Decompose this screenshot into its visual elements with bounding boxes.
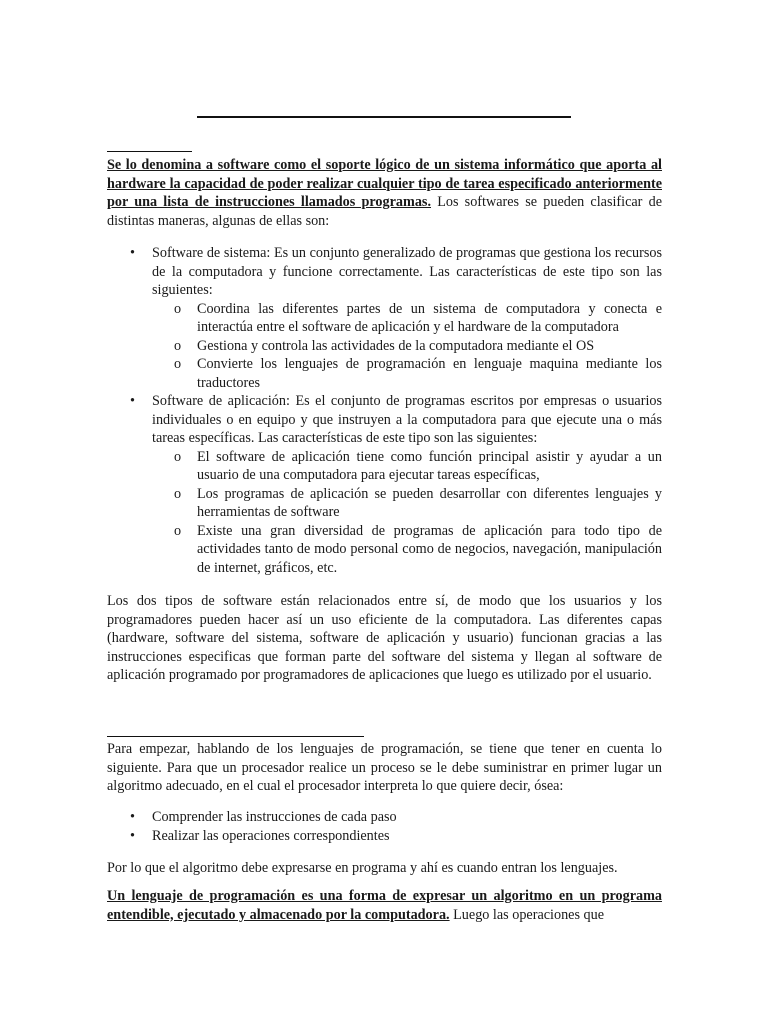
- sub-list-item: [152, 448, 662, 485]
- sub-list-item-text: Convierte los lenguajes de programación en lenguaje maquina mediante los traductores: [197, 356, 662, 391]
- sub-list-item-text: El software de aplicación tiene como función principal asistir y ayudar a un usuario de una computadora para ejecutar tareas específicas,: [197, 448, 662, 483]
- bullet-icon: •: [130, 245, 135, 261]
- bullet-icon: •: [130, 809, 135, 825]
- circle-bullet-icon: o: [174, 337, 182, 354]
- list-item: [107, 244, 662, 392]
- bullet-icon: •: [130, 393, 135, 409]
- list-item-text: Comprender las instrucciones de cada paso: [152, 809, 397, 825]
- section-heading-underline: [107, 736, 364, 737]
- sub-list-item: [152, 300, 662, 337]
- circle-bullet-icon: o: [174, 300, 182, 317]
- sub-list-item-text: Gestiona y controla las actividades de la computadora mediante el OS: [197, 337, 595, 354]
- language-definition-rest: Luego las operaciones que: [449, 906, 605, 923]
- section-heading-underline: [107, 151, 192, 152]
- circle-bullet-icon: o: [174, 522, 182, 539]
- sub-list-item: [152, 485, 662, 522]
- intro-paragraph: [107, 156, 662, 230]
- list-item-text: Software de aplicación: Es el conjunto de programas escritos por empresas o usuarios individuales o en equipo y que instruyen a la computadora para que ejecute una o más tareas específicas. Las características de este tipo son las siguientes:: [152, 393, 662, 446]
- sub-list-item: [152, 337, 662, 356]
- circle-bullet-icon: o: [174, 485, 182, 502]
- sub-list-item-text: Coordina las diferentes partes de un sistema de computadora y conecta e interactúa entre el software de aplicación y el hardware de la computadora: [197, 300, 662, 335]
- sub-list-item-text: Existe una gran diversidad de programas de aplicación para todo tipo de actividades tanto de modo personal como de negocios, navegación, manipulación de internet, gráficos, etc.: [197, 522, 662, 576]
- language-definition-paragraph: [107, 887, 662, 924]
- title-underline: [197, 116, 571, 118]
- intro-definition: Se lo denomina a software como el soporte lógico de un sistema informático que aporta al hardware la capacidad de poder realizar cualquier tipo de tarea especificado anteriormente por una lista de instrucciones llamados programas.: [107, 157, 662, 210]
- circle-bullet-icon: o: [174, 356, 182, 372]
- sub-list-item-text: Los programas de aplicación se pueden desarrollar con diferentes lenguajes y herramientas de software: [197, 485, 662, 520]
- list-item: [107, 392, 662, 577]
- circle-bullet-icon: o: [174, 448, 182, 465]
- list-item: [107, 808, 662, 827]
- intro-rest: Los softwares se pueden clasificar de distintas maneras, algunas de ellas son:: [107, 194, 662, 229]
- bullet-icon: •: [130, 827, 135, 844]
- processor-steps-list: [107, 808, 662, 845]
- list-item: [107, 827, 662, 846]
- sub-list-item: [152, 355, 662, 392]
- sub-list: [152, 448, 662, 578]
- sub-list: [152, 300, 662, 393]
- relation-paragraph: Los dos tipos de software están relacionados entre sí, de modo que los usuarios y los programadores pueden hacer así un uso eficiente de la computadora. Las diferentes capas (hardware, software del sistema, software de aplicación y usuario) funcionan gracias a las instrucciones especificas que forman parte del software del sistema y llegan al software de aplicación programado por programadores de aplicaciones que luego es utilizado por el usuario.: [107, 593, 662, 683]
- languages-intro-paragraph: Para empezar, hablando de los lenguajes de programación, se tiene que tener en cuenta lo siguiente. Para que un procesador realice un proceso se le debe suministrar en primer lugar un algoritmo adecuado, en el cual el procesador interpreta lo que quiere decir, ósea:: [107, 741, 662, 794]
- algorithm-paragraph: Por lo que el algoritmo debe expresarse en programa y ahí es cuando entran los lenguajes.: [107, 860, 618, 876]
- language-definition: Un lenguaje de programación es una forma de expresar un algoritmo en un programa entendible, ejecutado y almacenado por la computadora.: [107, 888, 662, 923]
- software-types-list: [107, 244, 662, 577]
- list-item-text: Software de sistema: Es un conjunto generalizado de programas que gestiona los recursos de la computadora y funcione correctamente. Las características de este tipo son las siguientes:: [152, 245, 662, 298]
- sub-list-item: [152, 522, 662, 578]
- list-item-text: Realizar las operaciones correspondientes: [152, 827, 390, 844]
